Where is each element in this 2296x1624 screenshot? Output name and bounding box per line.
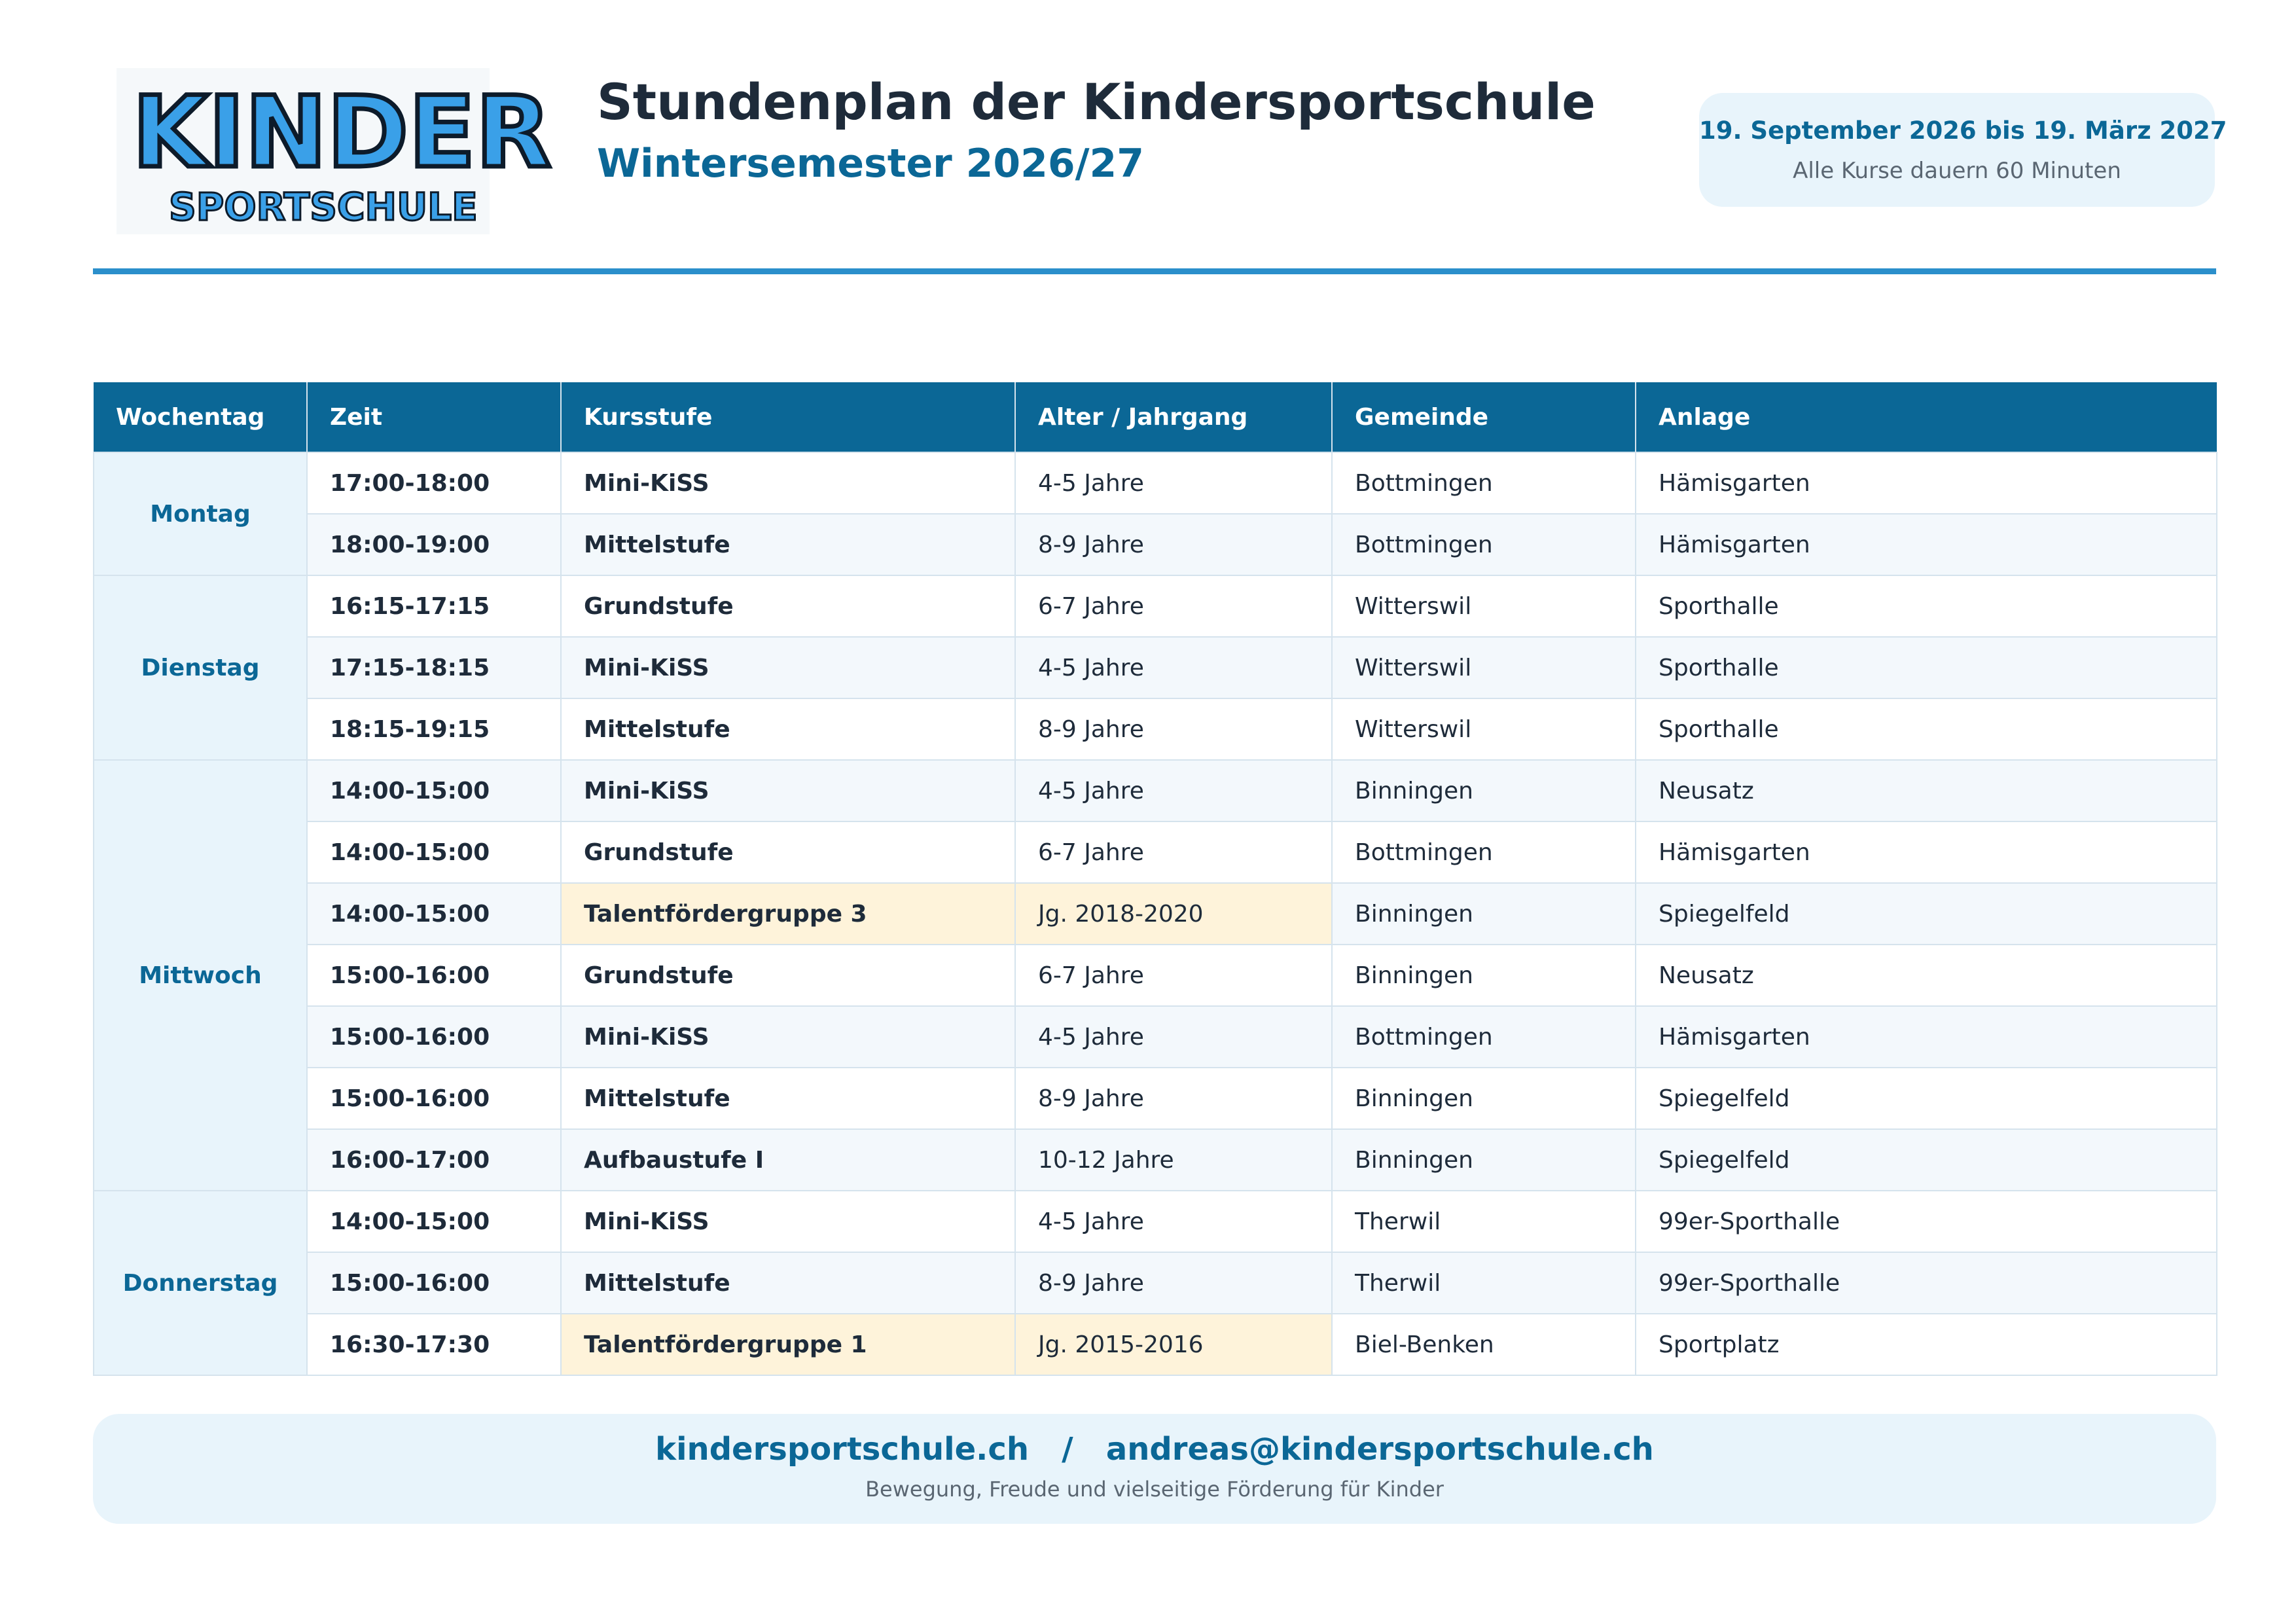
level-cell: Mini-KiSS [561,760,1015,821]
town-cell: Bottmingen [1332,1006,1636,1068]
town-cell: Binningen [1332,1129,1636,1191]
table-row [94,575,2217,637]
time-cell: 15:00-16:00 [307,945,561,1006]
day-cell: Mittwoch [94,760,307,1191]
page-subtitle: Wintersemester 2026/27 [597,141,1145,187]
level-cell: Grundstufe [561,821,1015,883]
column-header-anlage: Anlage [1636,382,2217,452]
town-cell: Bottmingen [1332,821,1636,883]
time-cell: 17:00-18:00 [307,452,561,514]
schedule-table [93,382,2217,1376]
table-row [94,1191,2217,1252]
town-cell: Binningen [1332,1068,1636,1129]
date-box [1699,93,2227,207]
venue-cell: Hämisgarten [1636,452,2217,514]
venue-cell: Hämisgarten [1636,1006,2217,1068]
level-cell: Talentfördergruppe 3 [561,883,1015,945]
town-cell: Witterswil [1332,637,1636,698]
time-cell: 15:00-16:00 [307,1006,561,1068]
time-cell: 18:15-19:15 [307,698,561,760]
venue-cell: Neusatz [1636,760,2217,821]
table-body [94,452,2217,1375]
table-row [94,637,2217,698]
venue-cell: Spiegelfeld [1636,1068,2217,1129]
age-cell: 8-9 Jahre [1015,514,1332,575]
day-cell: Donnerstag [94,1191,307,1375]
date-range: 19. September 2026 bis 19. März 2027 [1699,117,2227,145]
town-cell: Bottmingen [1332,514,1636,575]
age-cell: Jg. 2018-2020 [1015,883,1332,945]
level-cell: Talentfördergruppe 1 [561,1314,1015,1375]
level-cell: Grundstufe [561,575,1015,637]
age-cell: 4-5 Jahre [1015,1191,1332,1252]
table-row [94,1006,2217,1068]
title-block [597,72,1596,189]
column-header-zeit: Zeit [307,382,561,452]
venue-cell: Sporthalle [1636,698,2217,760]
venue-cell: Spiegelfeld [1636,883,2217,945]
time-cell: 16:15-17:15 [307,575,561,637]
time-cell: 15:00-16:00 [307,1068,561,1129]
table-row [94,452,2217,514]
town-cell: Therwil [1332,1252,1636,1314]
town-cell: Binningen [1332,883,1636,945]
day-cell: Montag [94,452,307,575]
venue-cell: 99er-Sporthalle [1636,1191,2217,1252]
town-cell: Therwil [1332,1191,1636,1252]
day-cell: Dienstag [94,575,307,760]
town-cell: Binningen [1332,760,1636,821]
age-cell: 4-5 Jahre [1015,637,1332,698]
venue-cell: 99er-Sporthalle [1636,1252,2217,1314]
age-cell: 6-7 Jahre [1015,821,1332,883]
website-link[interactable]: kindersportschule.ch [655,1431,1030,1468]
venue-cell: Spiegelfeld [1636,1129,2217,1191]
level-cell: Mittelstufe [561,1068,1015,1129]
time-cell: 14:00-15:00 [307,821,561,883]
time-cell: 18:00-19:00 [307,514,561,575]
header-divider [93,268,2216,274]
table-row [94,821,2217,883]
time-cell: 14:00-15:00 [307,883,561,945]
footer-contact [93,1431,2216,1468]
age-cell: 4-5 Jahre [1015,760,1332,821]
table-row [94,514,2217,575]
level-cell: Mini-KiSS [561,452,1015,514]
time-cell: 17:15-18:15 [307,637,561,698]
table-row [94,1314,2217,1375]
age-cell: 8-9 Jahre [1015,698,1332,760]
footer [93,1414,2216,1524]
email-link[interactable]: andreas@kindersportschule.ch [1105,1431,1654,1468]
venue-cell: Hämisgarten [1636,514,2217,575]
logo-line2: SPORTSCHULE [169,185,478,229]
level-cell: Mittelstufe [561,514,1015,575]
time-cell: 16:00-17:00 [307,1129,561,1191]
kinder-sportschule-logo [117,68,552,234]
column-header-wochentag: Wochentag [94,382,307,452]
town-cell: Biel-Benken [1332,1314,1636,1375]
level-cell: Mini-KiSS [561,637,1015,698]
town-cell: Witterswil [1332,575,1636,637]
page-title: Stundenplan der Kindersportschule [597,73,1596,131]
table-row [94,698,2217,760]
level-cell: Mittelstufe [561,1252,1015,1314]
table-row [94,1129,2217,1191]
table-row [94,760,2217,821]
column-header-kursstufe: Kursstufe [561,382,1015,452]
time-cell: 14:00-15:00 [307,1191,561,1252]
table-row [94,1068,2217,1129]
table-row [94,883,2217,945]
column-header-alter: Alter / Jahrgang [1015,382,1332,452]
age-cell: 4-5 Jahre [1015,1006,1332,1068]
level-cell: Grundstufe [561,945,1015,1006]
age-cell: Jg. 2015-2016 [1015,1314,1332,1375]
venue-cell: Sporthalle [1636,575,2217,637]
table-row [94,1252,2217,1314]
footer-tagline: Bewegung, Freude und vielseitige Förderung für Kinder [865,1477,1444,1502]
level-cell: Mini-KiSS [561,1006,1015,1068]
age-cell: 6-7 Jahre [1015,945,1332,1006]
level-cell: Mittelstufe [561,698,1015,760]
logo [117,68,552,234]
table-row [94,945,2217,1006]
venue-cell: Hämisgarten [1636,821,2217,883]
column-header-gemeinde: Gemeinde [1332,382,1636,452]
town-cell: Binningen [1332,945,1636,1006]
footer-separator: / [1062,1431,1073,1468]
age-cell: 6-7 Jahre [1015,575,1332,637]
time-cell: 15:00-16:00 [307,1252,561,1314]
age-cell: 4-5 Jahre [1015,452,1332,514]
time-cell: 16:30-17:30 [307,1314,561,1375]
venue-cell: Sporthalle [1636,637,2217,698]
logo-line1: KINDER [132,76,552,190]
level-cell: Mini-KiSS [561,1191,1015,1252]
level-cell: Aufbaustufe I [561,1129,1015,1191]
venue-cell: Sportplatz [1636,1314,2217,1375]
age-cell: 8-9 Jahre [1015,1068,1332,1129]
town-cell: Bottmingen [1332,452,1636,514]
table-header-row [94,382,2217,452]
duration-note: Alle Kurse dauern 60 Minuten [1793,158,2121,184]
venue-cell: Neusatz [1636,945,2217,1006]
time-cell: 14:00-15:00 [307,760,561,821]
town-cell: Witterswil [1332,698,1636,760]
age-cell: 10-12 Jahre [1015,1129,1332,1191]
age-cell: 8-9 Jahre [1015,1252,1332,1314]
